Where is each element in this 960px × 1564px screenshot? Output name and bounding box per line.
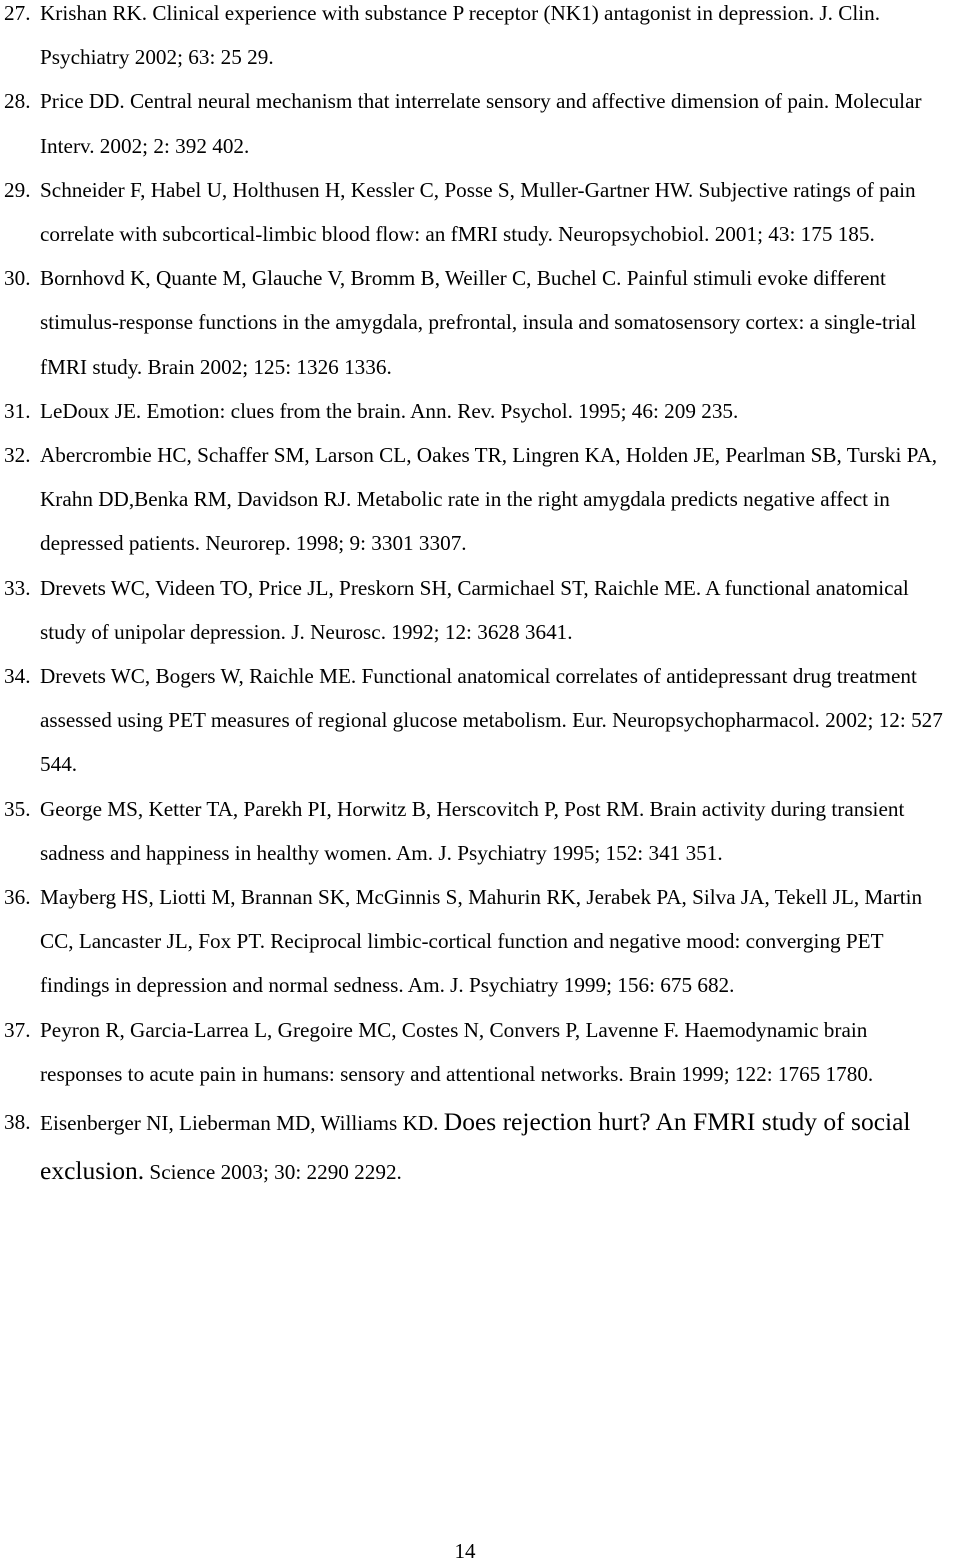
reference-item (0, 256, 960, 389)
reference-text: Abercrombie HC, Schaffer SM, Larson CL, Oakes TR, Lingren KA, Holden JE, Pearlman SB, Turski PA, Krahn DD,Benka RM, Davidson RJ. Metabolic rate in the right amygdala predicts negative affect in depressed patients. Neurorep. 1998; 9: 3301 3307. (40, 443, 938, 556)
reference-number: 38. (4, 1110, 31, 1135)
reference-number: 34. (4, 664, 31, 689)
reference-number: 32. (4, 443, 31, 468)
reference-item (0, 168, 960, 256)
page-number: 14 (454, 1539, 476, 1563)
reference-item (0, 875, 960, 1008)
reference-item (0, 1008, 960, 1096)
reference-text: LeDoux JE. Emotion: clues from the brain. Ann. Rev. Psychol. 1995; 46: 209 235. (40, 398, 739, 423)
reference-number: 36. (4, 885, 31, 910)
reference-number: 30. (4, 266, 31, 291)
reference-number: 31. (4, 398, 31, 423)
reference-number: 27. (4, 1, 31, 25)
reference-text: George MS, Ketter TA, Parekh PI, Horwitz B, Herscovitch P, Post RM. Brain activity during transient sadness and happiness in healthy women. Am. J. Psychiatry 1995; 152: 341 351. (40, 796, 905, 865)
reference-number: 37. (4, 1017, 31, 1042)
reference-number: 35. (4, 796, 31, 821)
reference-item (0, 654, 960, 787)
reference-item (0, 566, 960, 654)
reference-item (0, 1098, 960, 1196)
reference-text: Price DD. Central neural mechanism that interrelate sensory and affective dimension of pain. Molecular Interv. 2002; 2: 392 402. (40, 89, 922, 158)
reference-text: Bornhovd K, Quante M, Glauche V, Bromm B, Weiller C, Buchel C. Painful stimuli evoke different stimulus-response functions in the amygdala, prefrontal, insula and somatosensory cortex: a single-trial fMRI study. Brain 2002; 125: 1326 1336. (40, 266, 917, 379)
reference-text: Drevets WC, Videen TO, Price JL, Preskorn SH, Carmichael ST, Raichle ME. A functional anatomical study of unipolar depression. J. Neurosc. 1992; 12: 3628 3641. (40, 575, 909, 644)
reference-item (0, 433, 960, 566)
reference-item (0, 0, 960, 79)
reference-text: Drevets WC, Bogers W, Raichle ME. Functional anatomical correlates of antidepressant drug treatment assessed using PET measures of regional glucose metabolism. Eur. Neuropsychopharmacol. 2002; 12: 527 544. (40, 664, 943, 777)
reference-text: Peyron R, Garcia-Larrea L, Gregoire MC, Costes N, Convers P, Lavenne F. Haemodynamic brain responses to acute pain in humans: sensory and attentional networks. Brain 1999; 122: 1765 1780. (40, 1017, 874, 1086)
reference-text: Krishan RK. Clinical experience with substance P receptor (NK1) antagonist in depression. J. Clin. Psychiatry 2002; 63: 25 29. (40, 1, 881, 70)
reference-number: 33. (4, 575, 31, 600)
reference-text: Schneider F, Habel U, Holthusen H, Kessler C, Posse S, Muller-Gartner HW. Subjective ratings of pain correlate with subcortical-limbic blood flow: an fMRI study. Neuropsychobiol. 2001; 43: 175 185. (40, 177, 916, 247)
reference-source: Science 2003; 30: 2290 2292. (149, 1160, 402, 1185)
reference-authors: Eisenberger NI, Lieberman MD, Williams KD. (40, 1111, 439, 1136)
reference-item (0, 79, 960, 167)
reference-title: Does rejection hurt? An FMRI study of social exclusion. (40, 1107, 911, 1186)
reference-number: 29. (4, 177, 31, 202)
reference-text: Mayberg HS, Liotti M, Brannan SK, McGinnis S, Mahurin RK, Jerabek PA, Silva JA, Tekell JL, Martin CC, Lancaster JL, Fox PT. Reciprocal limbic-cortical function and negative mood: converging PET findings in depression and normal sedness. Am. J. Psychiatry 1999; 156: 675 682. (40, 885, 923, 998)
reference-number: 28. (4, 89, 31, 114)
reference-item (0, 787, 960, 875)
reference-item (0, 389, 960, 433)
